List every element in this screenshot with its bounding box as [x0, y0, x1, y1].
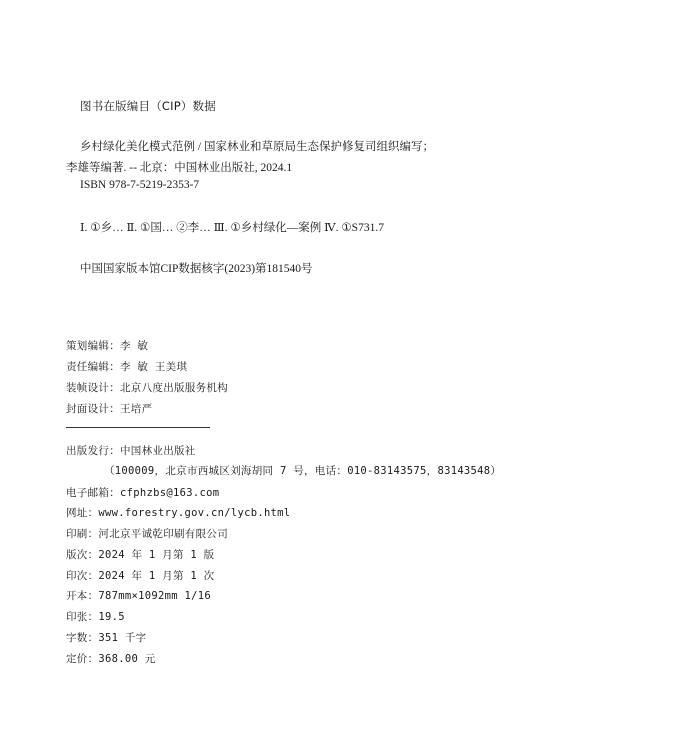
- website: 网址：www.forestry.gov.cn/lycb.html: [66, 507, 291, 519]
- price: 定价：368.00 元: [66, 653, 156, 665]
- cip-title-line: 乡村绿化美化模式范例 / 国家林业和草原局生态保护修复司组织编写；: [80, 141, 434, 153]
- cip-approval-number: 中国国家版本馆CIP数据核字(2023)第181540号: [80, 263, 313, 275]
- cover-design: 封面设计：王培严: [66, 403, 153, 415]
- printed-sheets: 印张：19.5: [66, 611, 125, 623]
- cip-isbn: ISBN 978-7-5219-2353-7: [80, 179, 200, 191]
- publisher-address: （100009，北京市西城区刘海胡同 7 号，电话：010-83143575，83143548）: [104, 465, 502, 477]
- printer: 印刷：河北京平诚乾印刷有限公司: [66, 528, 228, 540]
- book-design: 装帧设计：北京八度出版服务机构: [66, 382, 228, 394]
- cip-heading: 图书在版编目（CIP）数据: [80, 99, 216, 113]
- edition: 版次：2024 年 1 月第 1 版: [66, 549, 215, 561]
- planning-editor: 策划编辑：李 敏: [66, 340, 149, 352]
- format: 开本：787mm×1092mm 1/16: [66, 590, 211, 602]
- section-divider: [66, 427, 210, 428]
- cip-author-publisher-line: 李雄等编著. -- 北京：中国林业出版社, 2024.1: [66, 162, 293, 174]
- responsible-editor: 责任编辑：李 敏 王美琪: [66, 361, 188, 373]
- cip-classification: Ⅰ. ①乡… Ⅱ. ①国… ②李… Ⅲ. ①乡村绿化—案例 Ⅳ. ①S731.7: [80, 222, 384, 234]
- printing: 印次：2024 年 1 月第 1 次: [66, 570, 215, 582]
- email: 电子邮箱：cfphzbs@163.com: [66, 487, 220, 499]
- publisher: 出版发行：中国林业出版社: [66, 445, 196, 457]
- word-count: 字数：351 千字: [66, 632, 147, 644]
